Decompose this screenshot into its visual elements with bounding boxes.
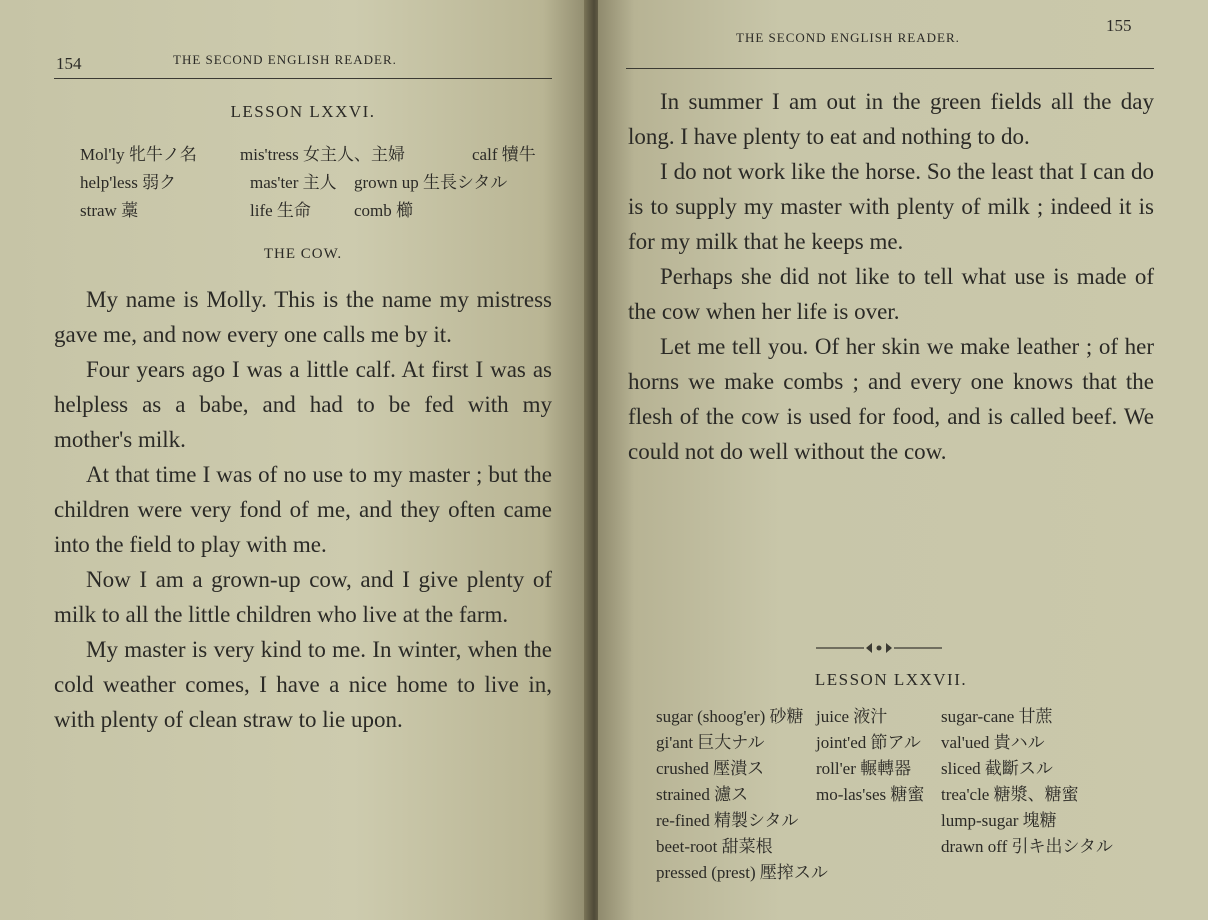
vocab-item	[80, 198, 138, 224]
story-text	[54, 282, 552, 737]
vocab-item	[472, 142, 536, 168]
header-rule	[54, 78, 552, 79]
vocab-gloss: 生長シタル	[422, 173, 508, 192]
vocab-item	[80, 170, 176, 196]
vocab-gloss: 犢牛	[501, 145, 536, 164]
vocab-word: straw	[80, 201, 117, 220]
vocab-item	[250, 170, 337, 196]
running-head: THE SECOND ENGLISH READER.	[736, 30, 960, 45]
vocab-item: crushed 壓潰ス	[656, 759, 765, 778]
vocab-item: trea'cle 糖漿、糖蜜	[941, 785, 1079, 804]
lesson-title: LESSON LXXVII.	[814, 670, 968, 689]
vocab-gloss: 生命	[276, 201, 311, 220]
vocab-item: drawn off 引キ出シタル	[941, 837, 1113, 856]
vocabulary-list	[656, 704, 1176, 886]
page-number: 155	[1106, 16, 1132, 35]
vocab-gloss: 主人	[302, 173, 337, 192]
vocab-row	[656, 860, 1176, 886]
left-page	[0, 0, 590, 920]
paragraph: At that time I was of no use to my master ; but the children were very fond of me, and they often came into the field to play with me.	[54, 462, 552, 557]
vocab-word: mis'tress	[240, 145, 299, 164]
lesson-title: LESSON LXXVI.	[230, 102, 376, 121]
vocab-word: life	[250, 201, 273, 220]
vocab-item: val'ued 貴ハル	[941, 733, 1045, 752]
vocab-item: roll'er 輾轉器	[816, 759, 912, 778]
page-number: 154	[56, 54, 82, 73]
vocab-word: mas'ter	[250, 173, 299, 192]
story-title: THE COW.	[263, 246, 343, 262]
vocab-item: joint'ed 節アル	[816, 733, 921, 752]
vocab-gloss: 櫛	[396, 201, 414, 220]
vocab-word: grown up	[354, 173, 419, 192]
vocab-item	[354, 198, 413, 224]
vocab-row	[656, 730, 1176, 756]
vocab-item	[250, 198, 311, 224]
vocab-row	[656, 808, 1176, 834]
paragraph: My name is Molly. This is the name my mistress gave me, and now every one calls me by it.	[54, 287, 552, 347]
vocab-row	[656, 834, 1176, 860]
vocab-item: sliced 截斷スル	[941, 759, 1053, 778]
story-text	[628, 84, 1154, 469]
vocab-gloss: 牝牛ノ名	[128, 145, 197, 164]
paragraph: In summer I am out in the green fields all the day long. I have plenty to eat and nothing to do.	[628, 89, 1154, 149]
vocab-item: juice 液汁	[816, 707, 888, 726]
header-rule	[626, 68, 1154, 69]
vocab-item: lump-sugar 塊糖	[941, 811, 1057, 830]
vocab-item	[240, 142, 405, 168]
vocab-gloss: 藁	[121, 201, 139, 220]
paragraph: I do not work like the horse. So the least that I can do is to supply my master with plenty of milk ; indeed it is for my milk that he keeps me.	[628, 159, 1154, 254]
paragraph: Let me tell you. Of her skin we make leather ; of her horns we make combs ; and every one knows that the flesh of the cow is used for food, and is called beef. We could not do well without the cow.	[628, 334, 1154, 464]
vocab-row	[656, 782, 1176, 808]
vocab-row	[656, 756, 1176, 782]
paragraph: My master is very kind to me. In winter, when the cold weather comes, I have a nice home to live in, with plenty of clean straw to lie upon.	[54, 637, 552, 732]
paragraph: Perhaps she did not like to tell what use is made of the cow when her life is over.	[628, 264, 1154, 324]
running-head: THE SECOND ENGLISH READER.	[173, 52, 397, 67]
right-page	[598, 0, 1208, 920]
ornament-divider	[814, 640, 944, 656]
vocab-item: gi'ant 巨大ナル	[656, 733, 765, 752]
paragraph: Now I am a grown-up cow, and I give plenty of milk to all the little children who live at the farm.	[54, 567, 552, 627]
paragraph: Four years ago I was a little calf. At first I was as helpless as a babe, and had to be fed with my mother's milk.	[54, 357, 552, 452]
vocab-item	[354, 170, 507, 196]
vocab-row	[656, 704, 1176, 730]
vocab-word: comb	[354, 201, 392, 220]
vocab-item: sugar (shoog'er) 砂糖	[656, 707, 804, 726]
vocab-word: calf	[472, 145, 498, 164]
vocab-item: sugar-cane 甘蔗	[941, 707, 1053, 726]
vocab-item: beet-root 甜菜根	[656, 837, 773, 856]
vocab-item: mo-las'ses 糖蜜	[816, 785, 925, 804]
vocab-word: Mol'ly	[80, 145, 125, 164]
vocab-gloss: 弱ク	[142, 173, 177, 192]
vocab-gloss: 女主人、主婦	[303, 145, 406, 164]
vocab-word: help'less	[80, 173, 138, 192]
vocab-item: strained 濾ス	[656, 785, 749, 804]
vocabulary-list	[80, 142, 560, 222]
vocab-item: re-fined 精製シタル	[656, 811, 799, 830]
vocab-item	[80, 142, 197, 168]
vocab-item: pressed (prest) 壓搾スル	[656, 863, 828, 882]
